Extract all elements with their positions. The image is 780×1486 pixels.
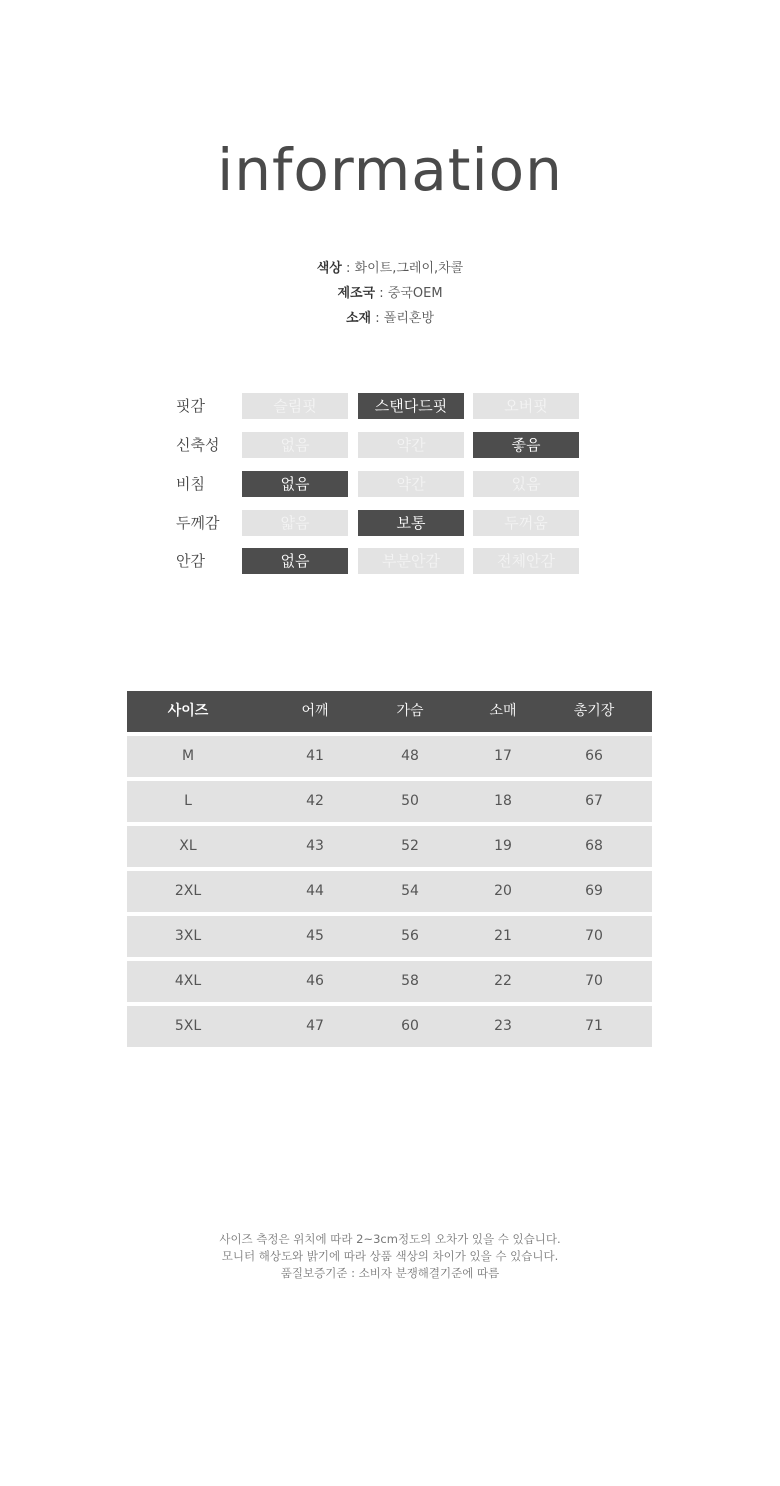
table-cell: 20 (494, 883, 512, 899)
table-cell: 67 (585, 793, 603, 809)
table-cell: 68 (585, 838, 603, 854)
table-row (127, 781, 652, 822)
table-row (127, 1006, 652, 1047)
spec-value: 중국OEM (387, 286, 443, 301)
page-title: information (217, 136, 563, 204)
attribute-row (176, 548, 586, 574)
table-cell: 41 (306, 748, 324, 764)
attribute-label: 신축성 (176, 436, 220, 454)
column-header: 사이즈 (167, 703, 209, 719)
table-cell: M (181, 748, 195, 764)
note-line: 사이즈 측정은 위치에 따라 2~3cm정도의 오차가 있을 수 있습니다. (219, 1232, 561, 1246)
table-cell: 48 (401, 748, 419, 764)
table-cell: 4XL (174, 973, 202, 989)
attribute-option: 없음 (242, 432, 348, 458)
column-header: 가슴 (396, 703, 424, 719)
attribute-option: 얇음 (242, 510, 348, 536)
table-header (127, 691, 652, 732)
attribute-option-selected: 스탠다드핏 (358, 393, 464, 419)
table-cell: 46 (306, 973, 324, 989)
table-row (127, 961, 652, 1002)
table-cell: 5XL (174, 1018, 202, 1034)
attribute-option: 두꺼움 (473, 510, 579, 536)
attribute-option-selected: 없음 (242, 548, 348, 574)
spec-label: 제조국 (337, 286, 376, 301)
note-line: 품질보증기준 : 소비자 분쟁해결기준에 따름 (280, 1266, 500, 1280)
attribute-option-selected: 보통 (358, 510, 464, 536)
size-table (127, 691, 652, 1047)
attribute-option-selected: 없음 (242, 471, 348, 497)
table-row (127, 826, 652, 867)
table-cell: 47 (306, 1018, 324, 1034)
column-header: 어깨 (301, 703, 329, 719)
attribute-option: 부분안감 (358, 548, 464, 574)
attribute-label: 핏감 (176, 397, 205, 415)
spec-separator: : (375, 286, 388, 301)
attribute-option: 있음 (473, 471, 579, 497)
table-cell: 45 (306, 928, 324, 944)
column-header: 소매 (489, 703, 517, 719)
spec-separator: : (371, 311, 384, 326)
table-row (127, 871, 652, 912)
attribute-label: 안감 (176, 552, 205, 570)
attribute-option-selected: 좋음 (473, 432, 579, 458)
table-cell: L (184, 793, 192, 809)
table-cell: 18 (494, 793, 512, 809)
table-cell: 69 (585, 883, 603, 899)
attribute-label: 비침 (176, 475, 205, 493)
table-cell: 56 (401, 928, 419, 944)
attribute-option: 전체안감 (473, 548, 579, 574)
table-cell: 19 (494, 838, 512, 854)
table-cell: 43 (306, 838, 324, 854)
table-cell: 70 (585, 973, 603, 989)
table-cell: 22 (494, 973, 512, 989)
table-cell: 70 (585, 928, 603, 944)
table-cell: 60 (401, 1018, 419, 1034)
table-cell: 50 (401, 793, 419, 809)
attribute-row (176, 471, 586, 497)
column-header: 총기장 (573, 703, 615, 719)
spec-material (0, 306, 780, 331)
attribute-row (176, 432, 586, 458)
table-cell: 23 (494, 1018, 512, 1034)
attribute-label: 두께감 (176, 514, 220, 532)
table-cell: 71 (585, 1018, 603, 1034)
table-cell: 21 (494, 928, 512, 944)
attribute-option: 약간 (358, 471, 464, 497)
notes (0, 1231, 780, 1282)
attribute-row (176, 510, 586, 536)
attribute-row (176, 393, 586, 419)
table-row (127, 736, 652, 777)
spec-origin (0, 281, 780, 306)
table-cell: 17 (494, 748, 512, 764)
spec-value: 화이트,그레이,차콜 (354, 261, 464, 276)
table-cell: 58 (401, 973, 419, 989)
spec-value: 폴리혼방 (383, 311, 434, 326)
table-cell: 2XL (174, 883, 202, 899)
table-cell: 42 (306, 793, 324, 809)
attribute-option: 슬림핏 (242, 393, 348, 419)
table-cell: 44 (306, 883, 324, 899)
attribute-option: 약간 (358, 432, 464, 458)
spec-label: 소재 (345, 311, 372, 326)
table-row (127, 916, 652, 957)
table-cell: 66 (585, 748, 603, 764)
spec-color (0, 256, 780, 281)
note-line: 모니터 해상도와 밝기에 따라 상품 색상의 차이가 있을 수 있습니다. (221, 1249, 559, 1263)
spec-label: 색상 (316, 261, 342, 276)
table-cell: 52 (401, 838, 419, 854)
attribute-option: 오버핏 (473, 393, 579, 419)
table-cell: 3XL (174, 928, 202, 944)
spec-separator: : (341, 261, 355, 276)
table-cell: 54 (401, 883, 419, 899)
product-specs (0, 256, 780, 331)
table-cell: XL (179, 838, 197, 854)
